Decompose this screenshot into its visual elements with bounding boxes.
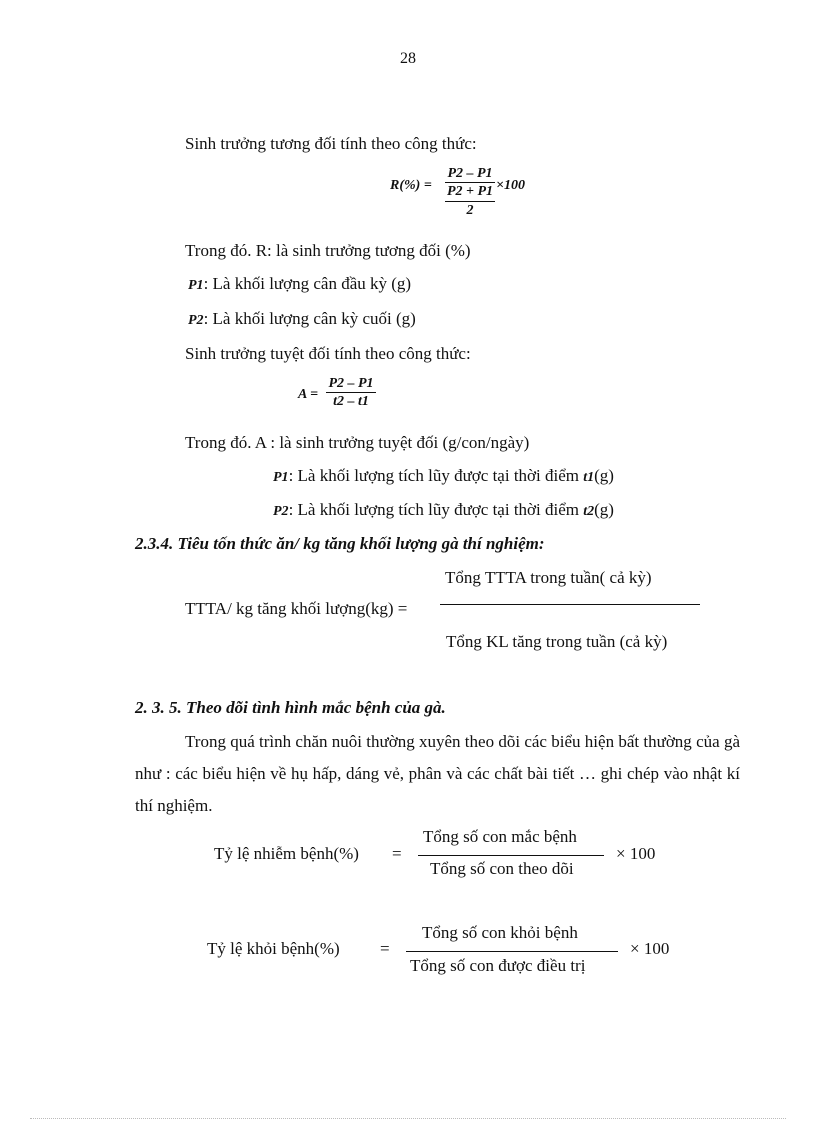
fcr-fraction-bar bbox=[440, 604, 700, 605]
relative-formula-numerator: P2 – P1 bbox=[447, 166, 493, 181]
section-2-3-5-heading: 2. 3. 5. Theo dõi tình hình mắc bệnh của gà. bbox=[135, 698, 446, 717]
t1-symbol: t1 bbox=[583, 470, 595, 485]
relative-p2-line bbox=[188, 309, 416, 329]
p1-symbol: P1 bbox=[273, 470, 289, 485]
fcr-formula-denominator: Tổng KL tăng trong tuần (cả kỳ) bbox=[446, 632, 668, 651]
p2-symbol: P2 bbox=[273, 504, 289, 519]
recovery-rate-lhs: Tỷ lệ khỏi bệnh(%) bbox=[207, 939, 340, 958]
absolute-growth-intro: Sinh trưởng tuyệt đối tính theo công thức: bbox=[185, 344, 471, 363]
infection-fraction-bar bbox=[418, 855, 604, 856]
infection-rate-equals: = bbox=[392, 844, 402, 863]
p1-symbol: P1 bbox=[188, 278, 204, 293]
infection-rate-lhs: Tỷ lệ nhiễm bệnh(%) bbox=[214, 844, 359, 863]
fraction-bar bbox=[445, 201, 495, 202]
relative-p1-line bbox=[188, 274, 411, 294]
absolute-p2-line bbox=[273, 500, 614, 520]
p2-unit: (g) bbox=[594, 500, 614, 519]
fraction-bar bbox=[326, 392, 376, 393]
recovery-rate-multiplier: × 100 bbox=[630, 939, 670, 958]
p1-unit: (g) bbox=[594, 466, 614, 485]
infection-rate-denominator: Tổng số con theo dõi bbox=[430, 859, 574, 878]
absolute-formula-denominator: t2 – t1 bbox=[333, 394, 369, 410]
relative-formula-multiplier: ×100 bbox=[496, 178, 525, 193]
recovery-rate-numerator: Tổng số con khỏi bệnh bbox=[422, 923, 578, 942]
relative-formula-denominator-top: P2 + P1 bbox=[446, 184, 494, 200]
relative-formula-lhs: R(%) = bbox=[390, 178, 432, 193]
relative-growth-intro: Sinh trưởng tương đối tính theo công thức: bbox=[185, 134, 477, 153]
fraction-bar bbox=[445, 182, 495, 183]
p1-description: : Là khối lượng cân đầu kỳ (g) bbox=[203, 274, 412, 293]
page-number: 28 bbox=[400, 50, 416, 67]
p1-description: : Là khối lượng tích lũy được tại thời điểm bbox=[288, 466, 579, 485]
absolute-p1-line bbox=[273, 466, 614, 486]
fcr-formula-numerator: Tổng TTTA trong tuần( cả kỳ) bbox=[445, 568, 652, 587]
t2-symbol: t2 bbox=[583, 504, 595, 519]
recovery-rate-denominator: Tổng số con được điều trị bbox=[410, 956, 586, 975]
section-2-3-4-heading: 2.3.4. Tiêu tốn thức ăn/ kg tăng khối lượng gà thí nghiệm: bbox=[135, 534, 545, 553]
absolute-where: Trong đó. A : là sinh trưởng tuyệt đối (g/con/ngày) bbox=[185, 433, 530, 452]
relative-formula-denominator-bottom: 2 bbox=[466, 202, 474, 218]
p2-description: : Là khối lượng cân kỳ cuối (g) bbox=[203, 309, 416, 328]
absolute-formula-numerator: P2 – P1 bbox=[328, 376, 374, 391]
page-bottom-border bbox=[30, 1118, 786, 1119]
absolute-formula-lhs: A = bbox=[298, 387, 319, 402]
fcr-formula-lhs: TTTA/ kg tăng khối lượng(kg) = bbox=[185, 599, 408, 618]
absolute-formula-fraction bbox=[326, 376, 376, 410]
p2-description: : Là khối lượng tích lũy được tại thời điểm bbox=[288, 500, 579, 519]
recovery-rate-equals: = bbox=[380, 939, 390, 958]
section-2-3-5-paragraph: Trong quá trình chăn nuôi thường xuyên theo dõi các biểu hiện bất thường của gà như : các biểu hiện về hụ hấp, dáng vẻ, phân và các chất bài tiết … ghi chép vào nhật kí thí nghiệm. bbox=[135, 732, 740, 815]
recovery-fraction-bar bbox=[406, 951, 618, 952]
p2-symbol: P2 bbox=[188, 313, 204, 328]
relative-where: Trong đó. R: là sinh trưởng tương đối (%) bbox=[185, 241, 471, 260]
relative-formula-fraction bbox=[445, 166, 495, 218]
infection-rate-multiplier: × 100 bbox=[616, 844, 656, 863]
infection-rate-numerator: Tổng số con mắc bệnh bbox=[423, 827, 577, 846]
